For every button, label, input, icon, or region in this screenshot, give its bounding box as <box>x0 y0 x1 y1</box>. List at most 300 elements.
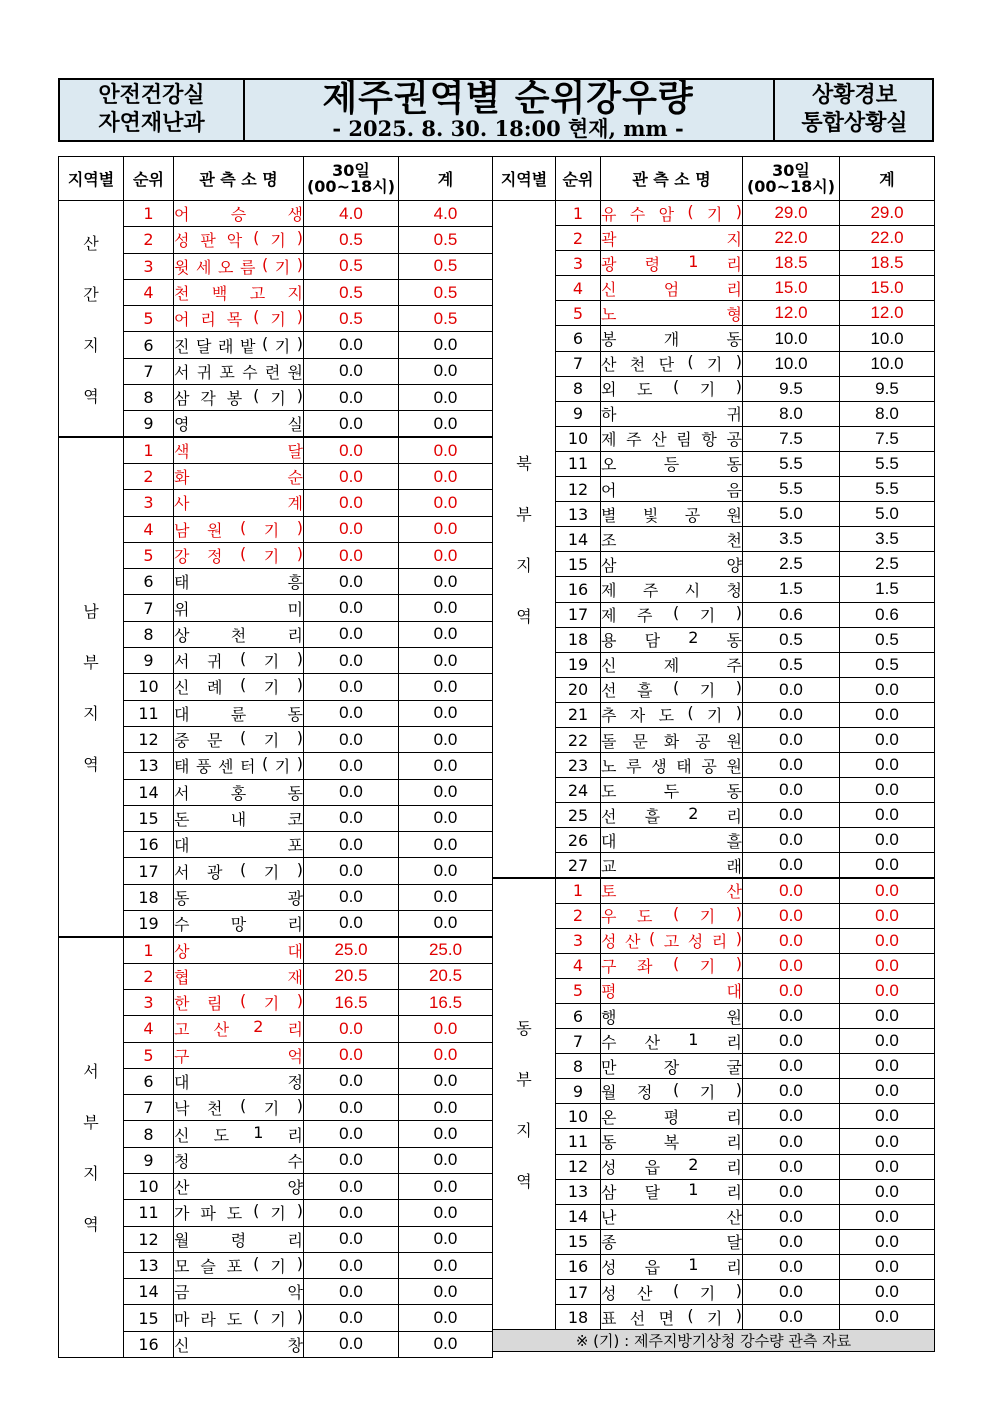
table-row <box>59 989 493 1015</box>
rank-cell: 5 <box>556 301 601 326</box>
total-rainfall-cell: 0.0 <box>399 1252 493 1278</box>
station-name-cell <box>174 569 304 595</box>
region-char: 역 <box>83 1215 99 1235</box>
rank-cell: 2 <box>124 463 174 489</box>
station-name-chars: 마 라 도 ( 기 ) <box>174 1306 303 1329</box>
station-name-chars: 윗 세 오 름 ( 기 ) <box>174 254 303 277</box>
station-name-chars: 고 산 2 리 <box>174 1017 303 1040</box>
table-row <box>493 301 935 326</box>
total-rainfall-cell: 29.0 <box>840 201 935 226</box>
region-char: 지 <box>83 703 99 723</box>
station-name-chars: 오 등 동 <box>601 455 742 475</box>
col-rank: 순위 <box>124 157 174 201</box>
total-rainfall-cell: 0.0 <box>840 903 935 928</box>
station-name-chars: 평 대 <box>601 982 742 1002</box>
rank-cell: 25 <box>556 803 601 828</box>
total-rainfall-cell: 0.0 <box>840 1305 935 1330</box>
station-name-chars: 돌 문 화 공 원 <box>601 731 742 751</box>
day-rainfall-cell: 0.0 <box>743 928 840 953</box>
station-name-cell <box>174 621 304 647</box>
station-name-chars: 태 풍 센 터 ( 기 ) <box>174 754 303 777</box>
table-row <box>59 490 493 516</box>
total-rainfall-cell: 0.0 <box>399 700 493 726</box>
col-total: 계 <box>399 157 493 201</box>
table-row <box>493 1179 935 1204</box>
total-rainfall-cell: 0.0 <box>399 779 493 805</box>
total-rainfall-cell: 0.0 <box>399 648 493 674</box>
day-rainfall-cell: 20.5 <box>304 963 399 989</box>
rank-cell: 11 <box>556 451 601 476</box>
station-name-cell <box>601 1204 743 1229</box>
station-name-cell <box>601 552 743 577</box>
day-rainfall-cell: 0.0 <box>304 332 399 358</box>
day-rainfall-cell: 0.0 <box>304 1252 399 1278</box>
station-name-cell <box>601 1079 743 1104</box>
station-name-chars: 위 미 <box>174 599 303 619</box>
station-name-cell <box>174 332 304 358</box>
station-name-chars: 도 두 동 <box>601 781 742 801</box>
rank-cell: 9 <box>556 1079 601 1104</box>
station-name-chars: 유 수 암 ( 기 ) <box>601 201 742 224</box>
station-name-cell <box>601 702 743 727</box>
table-row <box>493 502 935 527</box>
day-rainfall-cell: 0.0 <box>304 726 399 752</box>
table-row <box>493 527 935 552</box>
day-rainfall-cell: 0.0 <box>304 1016 399 1042</box>
station-name-cell <box>174 201 304 227</box>
total-rainfall-cell: 0.0 <box>840 1154 935 1179</box>
station-name-cell <box>174 1068 304 1094</box>
rank-cell: 7 <box>124 1095 174 1121</box>
station-name-cell <box>174 963 304 989</box>
day-rainfall-cell: 12.0 <box>743 301 840 326</box>
table-row <box>493 1054 935 1079</box>
table-row <box>493 803 935 828</box>
station-name-cell <box>174 1279 304 1305</box>
day-rainfall-cell: 0.0 <box>743 1104 840 1129</box>
day-rainfall-cell: 0.0 <box>304 753 399 779</box>
day-rainfall-cell: 10.0 <box>743 351 840 376</box>
station-name-chars: 돈 내 코 <box>174 809 303 829</box>
region-label <box>493 201 556 879</box>
station-name-cell <box>601 953 743 978</box>
rank-cell: 3 <box>556 251 601 276</box>
region-char: 역 <box>83 386 99 406</box>
day-rainfall-cell: 0.0 <box>304 542 399 568</box>
table-row <box>59 674 493 700</box>
rank-cell: 12 <box>124 1226 174 1252</box>
rank-cell: 26 <box>556 828 601 853</box>
rank-cell: 1 <box>556 201 601 226</box>
rank-cell: 17 <box>124 858 174 884</box>
total-rainfall-cell: 0.0 <box>840 953 935 978</box>
rank-cell: 8 <box>556 1054 601 1079</box>
rank-cell: 17 <box>556 1280 601 1305</box>
station-name-chars: 한 림 ( 기 ) <box>174 991 303 1014</box>
table-row <box>493 451 935 476</box>
table-row <box>59 358 493 384</box>
footnote: ※ (기) : 제주지방기상청 강수량 관측 자료 <box>493 1330 935 1352</box>
table-row <box>493 1254 935 1279</box>
total-rainfall-cell: 0.0 <box>399 1042 493 1068</box>
day-rainfall-cell: 0.0 <box>743 1204 840 1229</box>
station-name-cell <box>174 805 304 831</box>
day-rainfall-cell: 0.0 <box>743 1229 840 1254</box>
office-line1: 상황경보 <box>811 83 897 108</box>
station-name-cell <box>601 226 743 251</box>
table-row <box>493 853 935 878</box>
station-name-chars: 토 산 <box>601 882 742 902</box>
total-rainfall-cell: 22.0 <box>840 226 935 251</box>
station-name-chars: 표 선 면 ( 기 ) <box>601 1305 742 1328</box>
total-rainfall-cell: 10.0 <box>840 351 935 376</box>
station-name-chars: 제 주 시 청 <box>601 580 742 600</box>
table-row <box>59 753 493 779</box>
rank-cell: 2 <box>124 963 174 989</box>
station-name-chars: 광 령 1 리 <box>601 251 742 274</box>
station-name-cell <box>601 351 743 376</box>
table-row <box>493 1154 935 1179</box>
table-row <box>59 1200 493 1226</box>
table-row <box>59 463 493 489</box>
station-name-chars: 노 형 <box>601 304 742 324</box>
station-name-chars: 상 대 <box>174 941 303 961</box>
total-rainfall-cell: 0.0 <box>399 358 493 384</box>
station-name-cell <box>174 490 304 516</box>
rank-cell: 6 <box>556 1004 601 1029</box>
table-row <box>493 953 935 978</box>
table-row <box>59 411 493 437</box>
table-row <box>493 727 935 752</box>
col-region: 지역별 <box>493 157 556 201</box>
total-rainfall-cell: 0.0 <box>840 1054 935 1079</box>
rank-cell: 21 <box>556 702 601 727</box>
station-name-chars: 성 읍 1 리 <box>601 1255 742 1278</box>
station-name-chars: 추 자 도 ( 기 ) <box>601 703 742 726</box>
region-char: 서 <box>83 1062 99 1082</box>
day-rainfall-cell: 0.0 <box>743 1179 840 1204</box>
total-rainfall-cell: 0.0 <box>399 437 493 463</box>
page-title: 제주권역별 순위강우량 <box>322 78 694 119</box>
rank-cell: 8 <box>556 376 601 401</box>
day-rainfall-cell: 0.0 <box>743 953 840 978</box>
rank-cell: 3 <box>124 490 174 516</box>
total-rainfall-cell: 0.0 <box>840 1254 935 1279</box>
table-row <box>59 516 493 542</box>
station-name-cell <box>174 1095 304 1121</box>
station-name-chars: 구 좌 ( 기 ) <box>601 954 742 977</box>
rank-cell: 13 <box>556 502 601 527</box>
table-row <box>59 595 493 621</box>
region-char: 남 <box>83 601 99 621</box>
rank-cell: 7 <box>556 351 601 376</box>
day-rainfall-cell: 0.0 <box>304 1095 399 1121</box>
day-rainfall-cell: 0.0 <box>304 779 399 805</box>
day-rainfall-cell: 16.5 <box>304 989 399 1015</box>
rank-cell: 4 <box>556 276 601 301</box>
total-rainfall-cell: 0.0 <box>399 1305 493 1331</box>
table-row <box>493 1305 935 1330</box>
station-name-cell <box>601 251 743 276</box>
day-rainfall-cell: 0.0 <box>304 858 399 884</box>
station-name-chars: 곽 지 <box>601 229 742 249</box>
day-rainfall-cell: 0.0 <box>304 595 399 621</box>
station-name-chars: 영 실 <box>174 415 303 435</box>
total-rainfall-cell: 0.0 <box>840 878 935 903</box>
region-char: 부 <box>516 1070 532 1090</box>
department-line2: 자연재난과 <box>98 111 205 136</box>
station-name-cell <box>174 385 304 411</box>
day-rainfall-cell: 0.0 <box>304 385 399 411</box>
station-name-chars: 조 천 <box>601 530 742 550</box>
rank-cell: 3 <box>556 928 601 953</box>
total-rainfall-cell: 0.0 <box>399 753 493 779</box>
region-char: 부 <box>83 652 99 672</box>
total-rainfall-cell: 0.5 <box>399 227 493 253</box>
rank-cell: 14 <box>124 1279 174 1305</box>
station-name-chars: 하 귀 <box>601 405 742 425</box>
total-rainfall-cell: 0.0 <box>399 1147 493 1173</box>
station-name-cell <box>601 376 743 401</box>
day-rainfall-cell: 0.5 <box>304 253 399 279</box>
total-rainfall-cell: 0.0 <box>399 726 493 752</box>
station-name-chars: 대 포 <box>174 836 303 856</box>
station-name-cell <box>601 753 743 778</box>
table-row <box>59 648 493 674</box>
table-row <box>493 928 935 953</box>
total-rainfall-cell: 0.0 <box>840 853 935 878</box>
station-name-chars: 강 정 ( 기 ) <box>174 544 303 566</box>
station-name-cell <box>174 779 304 805</box>
station-name-cell <box>601 1004 743 1029</box>
rank-cell: 14 <box>556 1204 601 1229</box>
total-rainfall-cell: 5.5 <box>840 477 935 502</box>
table-header-row <box>493 157 935 201</box>
day-rainfall-cell: 0.0 <box>304 1305 399 1331</box>
col-station: 관 측 소 명 <box>174 157 304 201</box>
day-rainfall-cell: 0.5 <box>743 652 840 677</box>
table-row <box>493 376 935 401</box>
station-name-cell <box>601 803 743 828</box>
rank-cell: 7 <box>124 358 174 384</box>
rank-cell: 5 <box>124 542 174 568</box>
table-row <box>493 878 935 903</box>
station-name-cell <box>174 463 304 489</box>
table-row <box>59 227 493 253</box>
day-rainfall-cell: 0.0 <box>743 978 840 1003</box>
col-day-line1: 30일 <box>332 160 370 180</box>
right-rainfall-table <box>492 156 935 1352</box>
day-rainfall-cell: 15.0 <box>743 276 840 301</box>
day-rainfall-cell: 0.0 <box>304 1042 399 1068</box>
station-name-chars: 온 평 리 <box>601 1107 742 1127</box>
day-rainfall-cell: 0.0 <box>743 803 840 828</box>
station-name-cell <box>601 627 743 652</box>
station-name-chars: 수 산 1 리 <box>601 1029 742 1052</box>
station-name-cell <box>174 1042 304 1068</box>
table-row <box>59 779 493 805</box>
day-rainfall-cell: 0.0 <box>743 778 840 803</box>
col-station: 관 측 소 명 <box>601 157 743 201</box>
table-row <box>493 627 935 652</box>
station-name-cell <box>601 878 743 903</box>
station-name-cell <box>174 306 304 332</box>
day-rainfall-cell: 0.0 <box>743 903 840 928</box>
rank-cell: 16 <box>124 1331 174 1357</box>
station-name-cell <box>174 726 304 752</box>
rank-cell: 8 <box>124 385 174 411</box>
station-name-chars: 난 산 <box>601 1208 742 1228</box>
region-char: 역 <box>516 1172 532 1192</box>
office-line2: 통합상황실 <box>801 111 908 136</box>
station-name-cell <box>601 1154 743 1179</box>
station-name-chars: 수 망 리 <box>174 914 303 934</box>
table-row <box>493 251 935 276</box>
region-char: 북 <box>516 454 532 474</box>
total-rainfall-cell: 0.0 <box>399 1331 493 1357</box>
col-day <box>304 157 399 201</box>
table-row <box>59 542 493 568</box>
rank-cell: 14 <box>124 779 174 805</box>
total-rainfall-cell: 0.0 <box>399 411 493 437</box>
total-rainfall-cell: 0.0 <box>840 1179 935 1204</box>
table-row <box>59 858 493 884</box>
rank-cell: 7 <box>556 1029 601 1054</box>
station-name-cell <box>174 227 304 253</box>
table-row <box>493 1129 935 1154</box>
footnote-row <box>493 1330 935 1352</box>
station-name-chars: 제 주 ( 기 ) <box>601 603 742 626</box>
total-rainfall-cell: 0.0 <box>399 621 493 647</box>
station-name-cell <box>601 853 743 878</box>
region-char: 동 <box>516 1019 532 1039</box>
table-row <box>59 1042 493 1068</box>
region-label <box>59 437 124 937</box>
total-rainfall-cell: 0.0 <box>840 1204 935 1229</box>
day-rainfall-cell: 0.5 <box>743 627 840 652</box>
col-day-line1: 30일 <box>772 160 810 180</box>
station-name-chars: 신 제 주 <box>601 656 742 676</box>
total-rainfall-cell: 1.5 <box>840 577 935 602</box>
station-name-chars: 성 산 ( 기 ) <box>601 1280 742 1303</box>
total-rainfall-cell: 8.0 <box>840 401 935 426</box>
table-row <box>493 602 935 627</box>
station-name-cell <box>601 1129 743 1154</box>
table-row <box>59 1226 493 1252</box>
rank-cell: 6 <box>124 332 174 358</box>
department-line1: 안전건강실 <box>98 83 205 108</box>
table-row <box>59 1173 493 1199</box>
total-rainfall-cell: 10.0 <box>840 326 935 351</box>
station-name-cell <box>174 437 304 463</box>
rank-cell: 3 <box>124 989 174 1015</box>
day-rainfall-cell: 0.0 <box>743 878 840 903</box>
station-name-cell <box>601 828 743 853</box>
total-rainfall-cell: 0.0 <box>399 1226 493 1252</box>
total-rainfall-cell: 0.5 <box>399 253 493 279</box>
station-name-chars: 대 흘 <box>601 831 742 851</box>
station-name-cell <box>601 1254 743 1279</box>
table-row <box>493 1104 935 1129</box>
station-name-chars: 신 례 ( 기 ) <box>174 675 303 698</box>
rank-cell: 6 <box>124 1068 174 1094</box>
region-char: 부 <box>83 1113 99 1133</box>
day-rainfall-cell: 0.0 <box>743 1154 840 1179</box>
total-rainfall-cell: 0.0 <box>399 595 493 621</box>
table-row <box>59 700 493 726</box>
station-name-chars: 중 문 ( 기 ) <box>174 728 303 751</box>
station-name-chars: 월 정 ( 기 ) <box>601 1079 742 1102</box>
region-char: 부 <box>516 505 532 525</box>
station-name-chars: 교 래 <box>601 856 742 876</box>
station-name-cell <box>601 527 743 552</box>
day-rainfall-cell: 0.0 <box>743 1029 840 1054</box>
day-rainfall-cell: 0.0 <box>304 648 399 674</box>
table-row <box>59 1068 493 1094</box>
rank-cell: 9 <box>124 1147 174 1173</box>
rank-cell: 16 <box>124 832 174 858</box>
table-row <box>493 1004 935 1029</box>
total-rainfall-cell: 0.5 <box>840 627 935 652</box>
day-rainfall-cell: 0.6 <box>743 602 840 627</box>
rank-cell: 12 <box>556 477 601 502</box>
rank-cell: 22 <box>556 727 601 752</box>
rank-cell: 8 <box>124 621 174 647</box>
station-name-cell <box>601 677 743 702</box>
rank-cell: 6 <box>124 569 174 595</box>
station-name-cell <box>601 652 743 677</box>
rank-cell: 9 <box>556 401 601 426</box>
rank-cell: 4 <box>124 279 174 305</box>
table-row <box>59 253 493 279</box>
total-rainfall-cell: 5.5 <box>840 451 935 476</box>
rank-cell: 17 <box>556 602 601 627</box>
table-row <box>493 978 935 1003</box>
station-name-cell <box>174 858 304 884</box>
station-name-cell <box>601 602 743 627</box>
table-row <box>59 1095 493 1121</box>
table-row <box>493 677 935 702</box>
total-rainfall-cell: 0.0 <box>840 702 935 727</box>
rank-cell: 7 <box>124 595 174 621</box>
station-name-chars: 신 도 1 리 <box>174 1122 303 1145</box>
office-box <box>773 80 934 140</box>
day-rainfall-cell: 0.0 <box>743 1004 840 1029</box>
total-rainfall-cell: 0.0 <box>840 928 935 953</box>
day-rainfall-cell: 10.0 <box>743 326 840 351</box>
day-rainfall-cell: 0.0 <box>304 516 399 542</box>
station-name-chars: 삼 양 <box>601 555 742 575</box>
rank-cell: 6 <box>556 326 601 351</box>
rank-cell: 19 <box>556 652 601 677</box>
rank-cell: 11 <box>556 1129 601 1154</box>
table-row <box>59 726 493 752</box>
rank-cell: 16 <box>556 1254 601 1279</box>
day-rainfall-cell: 0.0 <box>743 1054 840 1079</box>
region-char: 지 <box>83 1164 99 1184</box>
region-char: 간 <box>83 284 99 304</box>
station-name-cell <box>601 477 743 502</box>
day-rainfall-cell: 29.0 <box>743 201 840 226</box>
col-day-line2: (00~18시) <box>306 176 396 196</box>
table-row <box>59 805 493 831</box>
total-rainfall-cell: 0.0 <box>840 1104 935 1129</box>
table-row <box>59 569 493 595</box>
region-label <box>59 937 124 1358</box>
rank-cell: 3 <box>124 253 174 279</box>
total-rainfall-cell: 7.5 <box>840 426 935 451</box>
table-row <box>59 884 493 910</box>
